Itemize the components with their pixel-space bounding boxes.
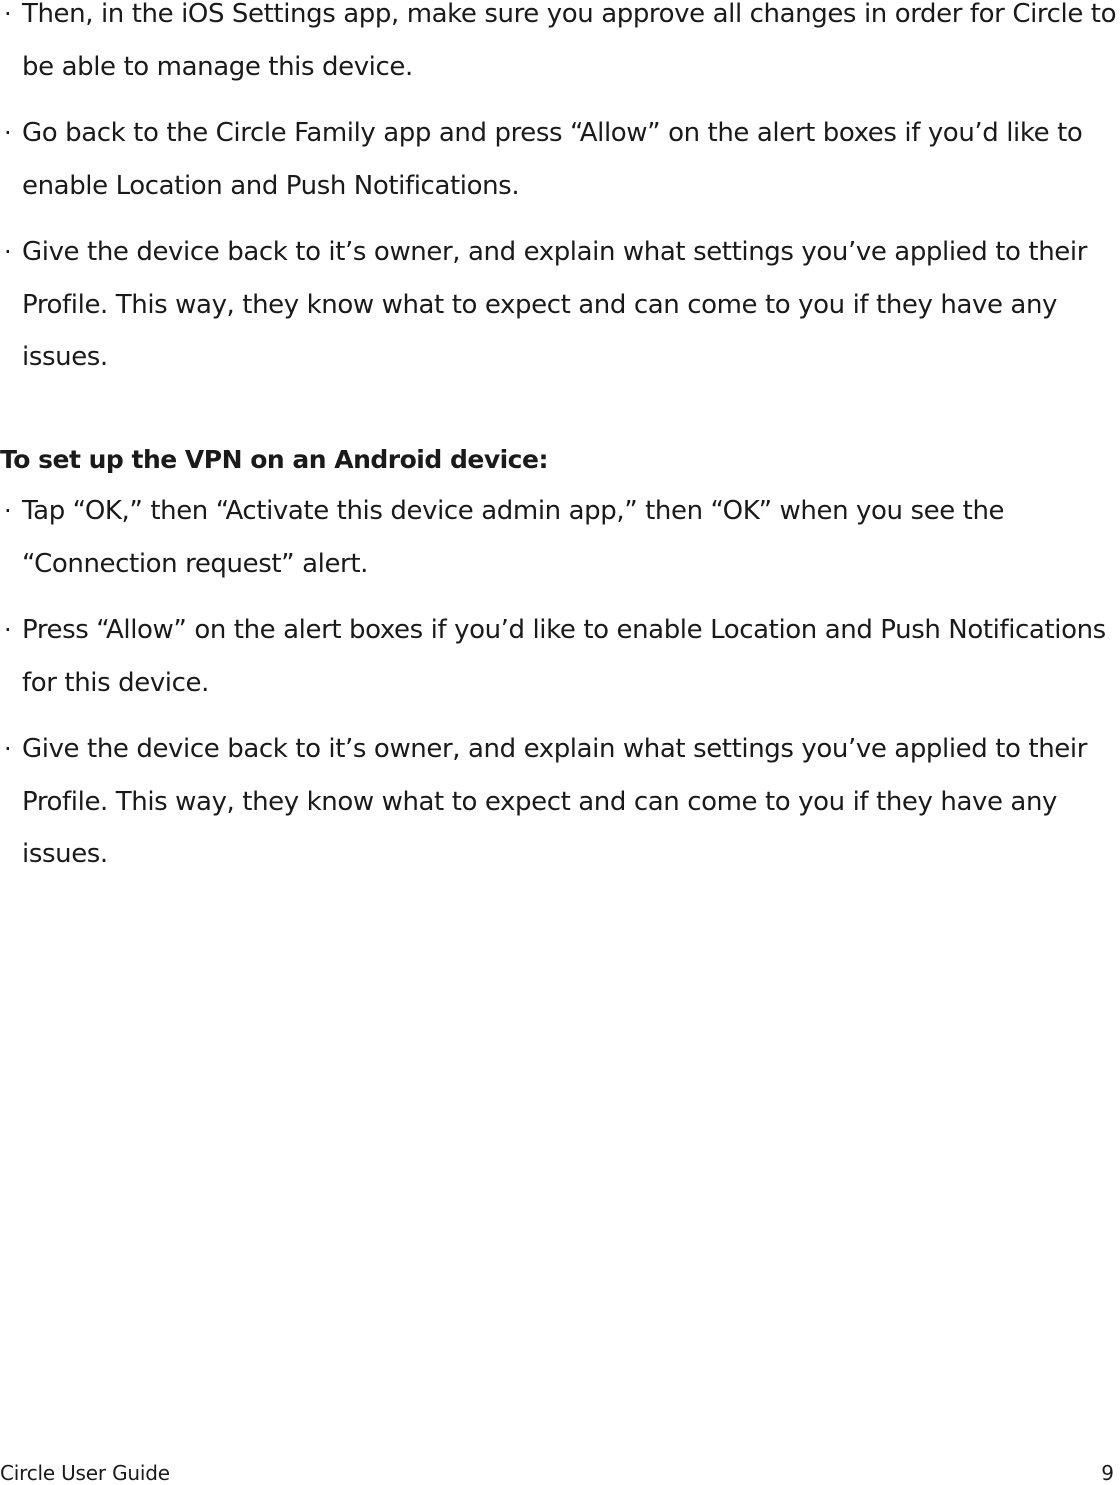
list-item: [0, 107, 1120, 212]
list-item-text: Press “Allow” on the alert boxes if you’d like to enable Location and Push Notifications for this device.: [22, 615, 1106, 698]
ios-steps-list: [0, 0, 1120, 398]
bullet-icon: ·: [4, 497, 12, 525]
list-item: [0, 723, 1120, 881]
section-heading: To set up the VPN on an Android device:: [0, 445, 548, 474]
list-item-text: Give the device back to it’s owner, and explain what settings you’ve applied to their Profile. This way, they know what to expect and can come to you if they have any issues.: [22, 734, 1087, 869]
list-item: [0, 604, 1120, 709]
list-item: [0, 0, 1120, 93]
bullet-icon: ·: [4, 238, 12, 266]
footer-page-number: 9: [1101, 1461, 1114, 1485]
list-item-text: Give the device back to it’s owner, and explain what settings you’ve applied to their Profile. This way, they know what to expect and can come to you if they have any issues.: [22, 237, 1087, 372]
list-item: [0, 485, 1120, 590]
bullet-icon: ·: [4, 119, 12, 147]
list-item-text: Then, in the iOS Settings app, make sure you approve all changes in order for Circle to be able to manage this device.: [22, 0, 1117, 82]
list-item: [0, 226, 1120, 384]
list-item-text: Go back to the Circle Family app and press “Allow” on the alert boxes if you’d like to enable Location and Push Notifications.: [22, 118, 1083, 201]
list-item-text: Tap “OK,” then “Activate this device admin app,” then “OK” when you see the “Connection request” alert.: [22, 496, 1005, 579]
bullet-icon: ·: [4, 735, 12, 763]
android-steps-list: [0, 485, 1120, 895]
bullet-icon: ·: [4, 616, 12, 644]
bullet-icon: ·: [4, 0, 12, 28]
footer-guide-title: Circle User Guide: [0, 1461, 170, 1485]
